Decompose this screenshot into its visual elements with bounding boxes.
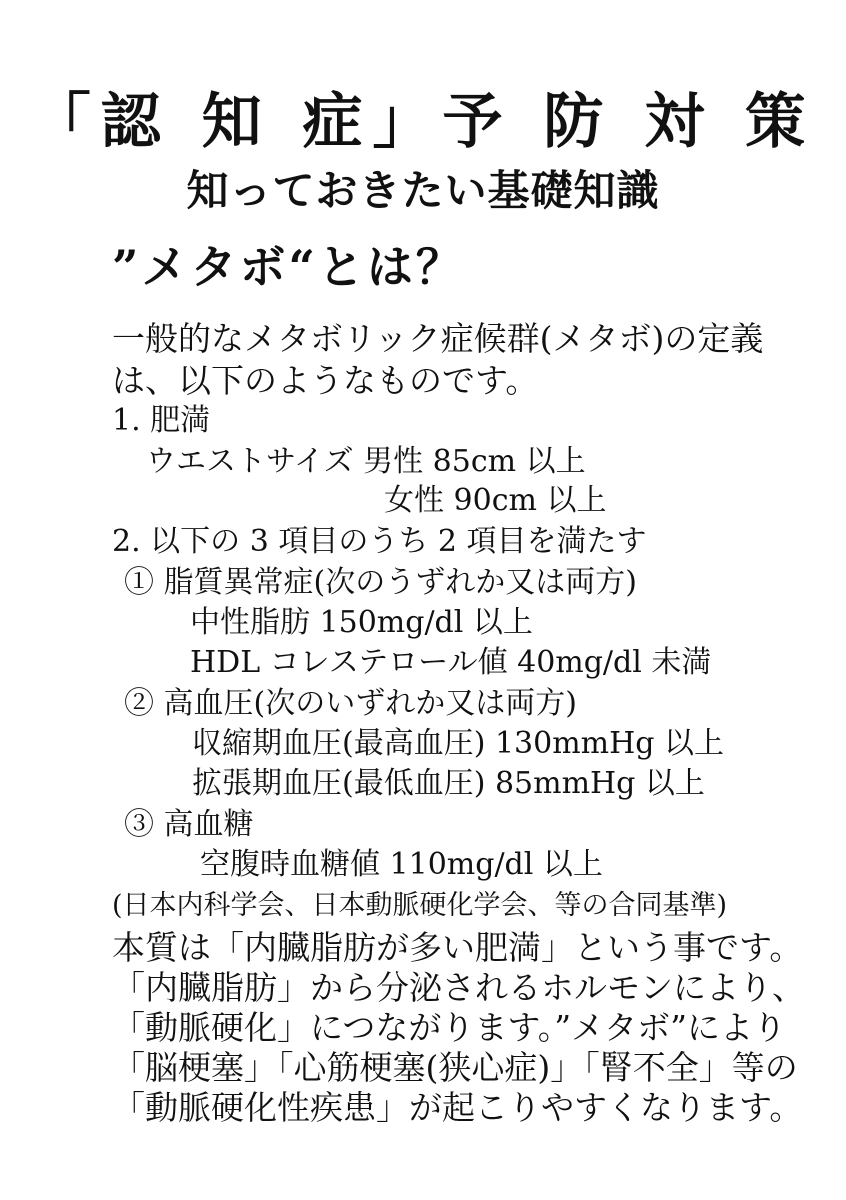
- sub-item-2-title: ② 高血圧(次のいずれか又は両方): [124, 686, 577, 721]
- intro-line-2: は、以下のようなものです。: [112, 361, 539, 400]
- sub-item-2-line-2: 拡張期血圧(最低血圧) 85mmHg 以上: [192, 766, 705, 801]
- source-note: (日本内科学会、日本動脈硬化学会、等の合同基準): [112, 890, 728, 921]
- conclusion-line-1: 本質は「内臓脂肪が多い肥満」という事です。: [112, 928, 803, 967]
- item-1-title: 1. 肥満: [112, 403, 211, 438]
- intro-line-1: 一般的なメタボリック症候群(メタボ)の定義: [112, 319, 764, 358]
- item-1-waist-female: 女性 90cm 以上: [384, 483, 607, 518]
- conclusion-line-4: 「脳梗塞」「心筋梗塞(狭心症)」「腎不全」等の: [112, 1048, 798, 1087]
- section-heading: ”メタボ“とは？: [112, 240, 465, 294]
- sub-item-2-line-1: 収縮期血圧(最高血圧) 130mmHg 以上: [192, 726, 725, 761]
- sub-item-3-line-1: 空腹時血糖値 110mg/dl 以上: [200, 847, 603, 882]
- page-subtitle: 知っておきたい基礎知識: [186, 166, 660, 215]
- item-2-title: 2. 以下の 3 項目のうち 2 項目を満たす: [112, 524, 647, 559]
- sub-item-1-line-2: HDL コレステロール値 40mg/dl 未満: [190, 645, 712, 680]
- page-title: 「認 知 症」予 防 対 策: [30, 87, 816, 157]
- conclusion-line-5: 「動脈硬化性疾患」が起こりやすくなります。: [112, 1088, 803, 1127]
- conclusion-line-3: 「動脈硬化」につながります。”メタボ”により: [112, 1008, 786, 1047]
- sub-item-1-line-1: 中性脂肪 150mg/dl 以上: [190, 605, 533, 640]
- item-1-waist-male: ウエストサイズ 男性 85cm 以上: [146, 444, 586, 479]
- conclusion-line-2: 「内臓脂肪」から分泌されるホルモンにより、: [112, 968, 805, 1007]
- sub-item-1-title: ① 脂質異常症(次のうずれか又は両方): [124, 565, 637, 600]
- sub-item-3-title: ③ 高血糖: [124, 807, 254, 842]
